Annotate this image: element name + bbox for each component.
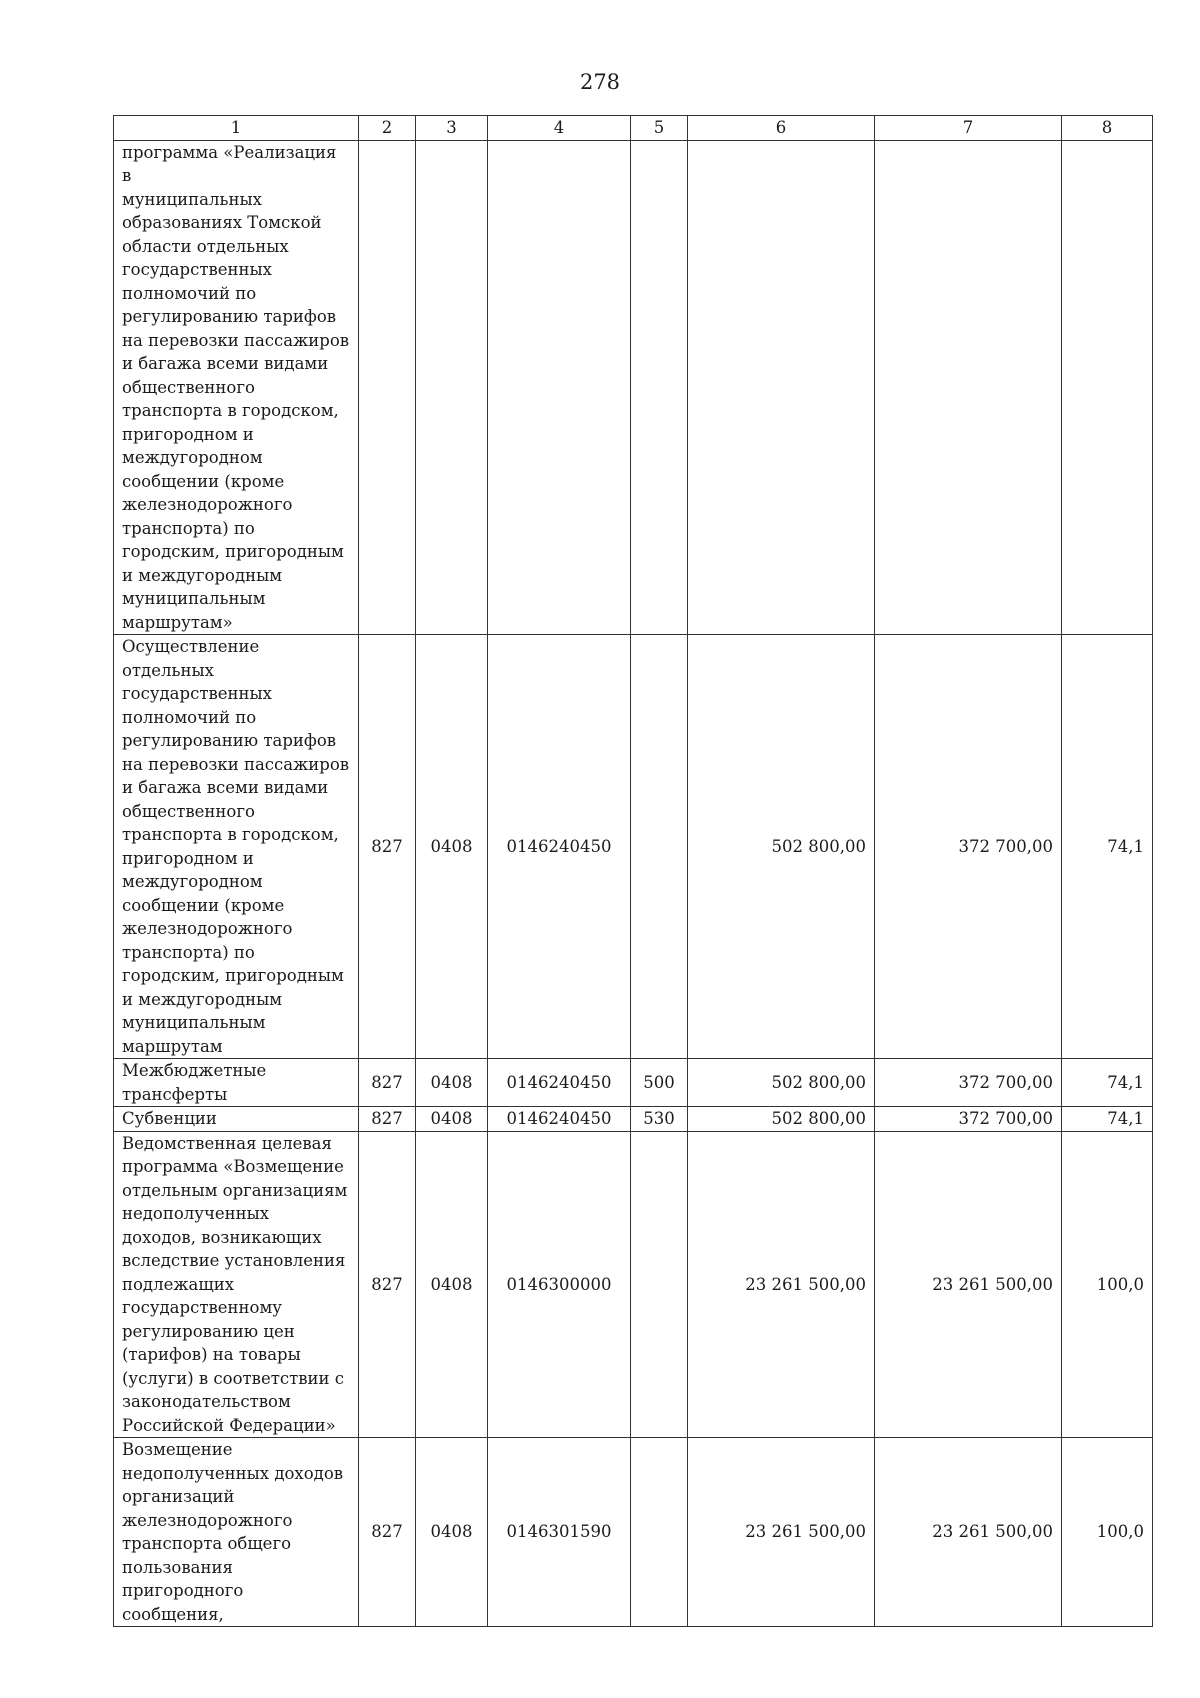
row-name-cell <box>114 1131 359 1438</box>
col2-cell: 827 <box>359 635 416 1059</box>
table-header-row <box>114 116 1153 141</box>
row-name: Ведомственная целевая программа «Возмещение отдельным организациям недополученных доходов, возникающих вследствие установления подлежащих государственному регулированию цен (тарифов) на товары (услуги) в соответствии с законодательством Российской Федерации» <box>122 1133 348 1435</box>
col7-cell <box>875 140 1062 635</box>
col5-cell: 500 <box>631 1059 688 1107</box>
col2-cell <box>359 140 416 635</box>
col6-cell: 23 261 500,00 <box>688 1438 875 1627</box>
col6-cell: 23 261 500,00 <box>688 1131 875 1438</box>
col2-cell: 827 <box>359 1107 416 1132</box>
col3-cell <box>416 140 488 635</box>
table-row <box>114 1107 1153 1132</box>
col8-cell: 74,1 <box>1062 635 1153 1059</box>
col4-cell: 0146240450 <box>488 635 631 1059</box>
col3-cell: 0408 <box>416 1131 488 1438</box>
col2-cell: 827 <box>359 1059 416 1107</box>
col6-cell: 502 800,00 <box>688 635 875 1059</box>
row-name-cell <box>114 1107 359 1132</box>
col7-cell: 372 700,00 <box>875 1107 1062 1132</box>
table-row <box>114 1131 1153 1438</box>
row-name-cell <box>114 1059 359 1107</box>
col5-cell: 530 <box>631 1107 688 1132</box>
col3-cell: 0408 <box>416 1107 488 1132</box>
col3-cell: 0408 <box>416 1438 488 1627</box>
col6-cell <box>688 140 875 635</box>
col3-cell: 0408 <box>416 1059 488 1107</box>
col8-cell: 74,1 <box>1062 1059 1153 1107</box>
row-name-cell <box>114 1438 359 1627</box>
col7-cell: 372 700,00 <box>875 1059 1062 1107</box>
table-row <box>114 140 1153 635</box>
col7-cell: 23 261 500,00 <box>875 1438 1062 1627</box>
table-row <box>114 1438 1153 1627</box>
column-header-2: 2 <box>359 116 416 141</box>
row-name: Межбюджетные трансферты <box>122 1061 267 1104</box>
row-name: Возмещение недополученных доходов организаций железнодорожного транспорта общего пользования пригородного сообщения, <box>122 1440 344 1624</box>
column-header-1: 1 <box>114 116 359 141</box>
row-name: Осуществление отдельных государственных полномочий по регулированию тарифов на перевозки пассажиров и багажа всеми видами общественного транспорта в городском, пригородном и междугородном сообщении (кроме железнодорожного транспорта) по городским, пригородным и междугородным муниципальным маршрутам <box>122 637 350 1056</box>
table-row <box>114 1059 1153 1107</box>
col5-cell <box>631 1131 688 1438</box>
col2-cell: 827 <box>359 1131 416 1438</box>
col5-cell <box>631 1438 688 1627</box>
column-header-6: 6 <box>688 116 875 141</box>
column-header-4: 4 <box>488 116 631 141</box>
col4-cell <box>488 140 631 635</box>
col2-cell: 827 <box>359 1438 416 1627</box>
col3-cell: 0408 <box>416 635 488 1059</box>
col4-cell: 0146301590 <box>488 1438 631 1627</box>
table-row <box>114 635 1153 1059</box>
col4-cell: 0146240450 <box>488 1059 631 1107</box>
row-name-cell <box>114 140 359 635</box>
row-name: программа «Реализация в муниципальных образованиях Томской области отдельных государственных полномочий по регулированию тарифов на перевозки пассажиров и багажа всеми видами общественного транспорта в городском, пригородном и междугородном сообщении (кроме железнодорожного транспорта) по городским, пригородным и междугородным муниципальным маршрутам» <box>122 142 350 632</box>
col8-cell <box>1062 140 1153 635</box>
col6-cell: 502 800,00 <box>688 1107 875 1132</box>
col5-cell <box>631 140 688 635</box>
col4-cell: 0146300000 <box>488 1131 631 1438</box>
col5-cell <box>631 635 688 1059</box>
page-number: 278 <box>579 70 621 94</box>
col7-cell: 23 261 500,00 <box>875 1131 1062 1438</box>
budget-table <box>113 115 1153 1627</box>
column-header-8: 8 <box>1062 116 1153 141</box>
row-name-cell <box>114 635 359 1059</box>
col4-cell: 0146240450 <box>488 1107 631 1132</box>
col8-cell: 100,0 <box>1062 1131 1153 1438</box>
row-name: Субвенции <box>122 1109 217 1128</box>
column-header-3: 3 <box>416 116 488 141</box>
col8-cell: 74,1 <box>1062 1107 1153 1132</box>
col8-cell: 100,0 <box>1062 1438 1153 1627</box>
col7-cell: 372 700,00 <box>875 635 1062 1059</box>
col6-cell: 502 800,00 <box>688 1059 875 1107</box>
column-header-5: 5 <box>631 116 688 141</box>
column-header-7: 7 <box>875 116 1062 141</box>
